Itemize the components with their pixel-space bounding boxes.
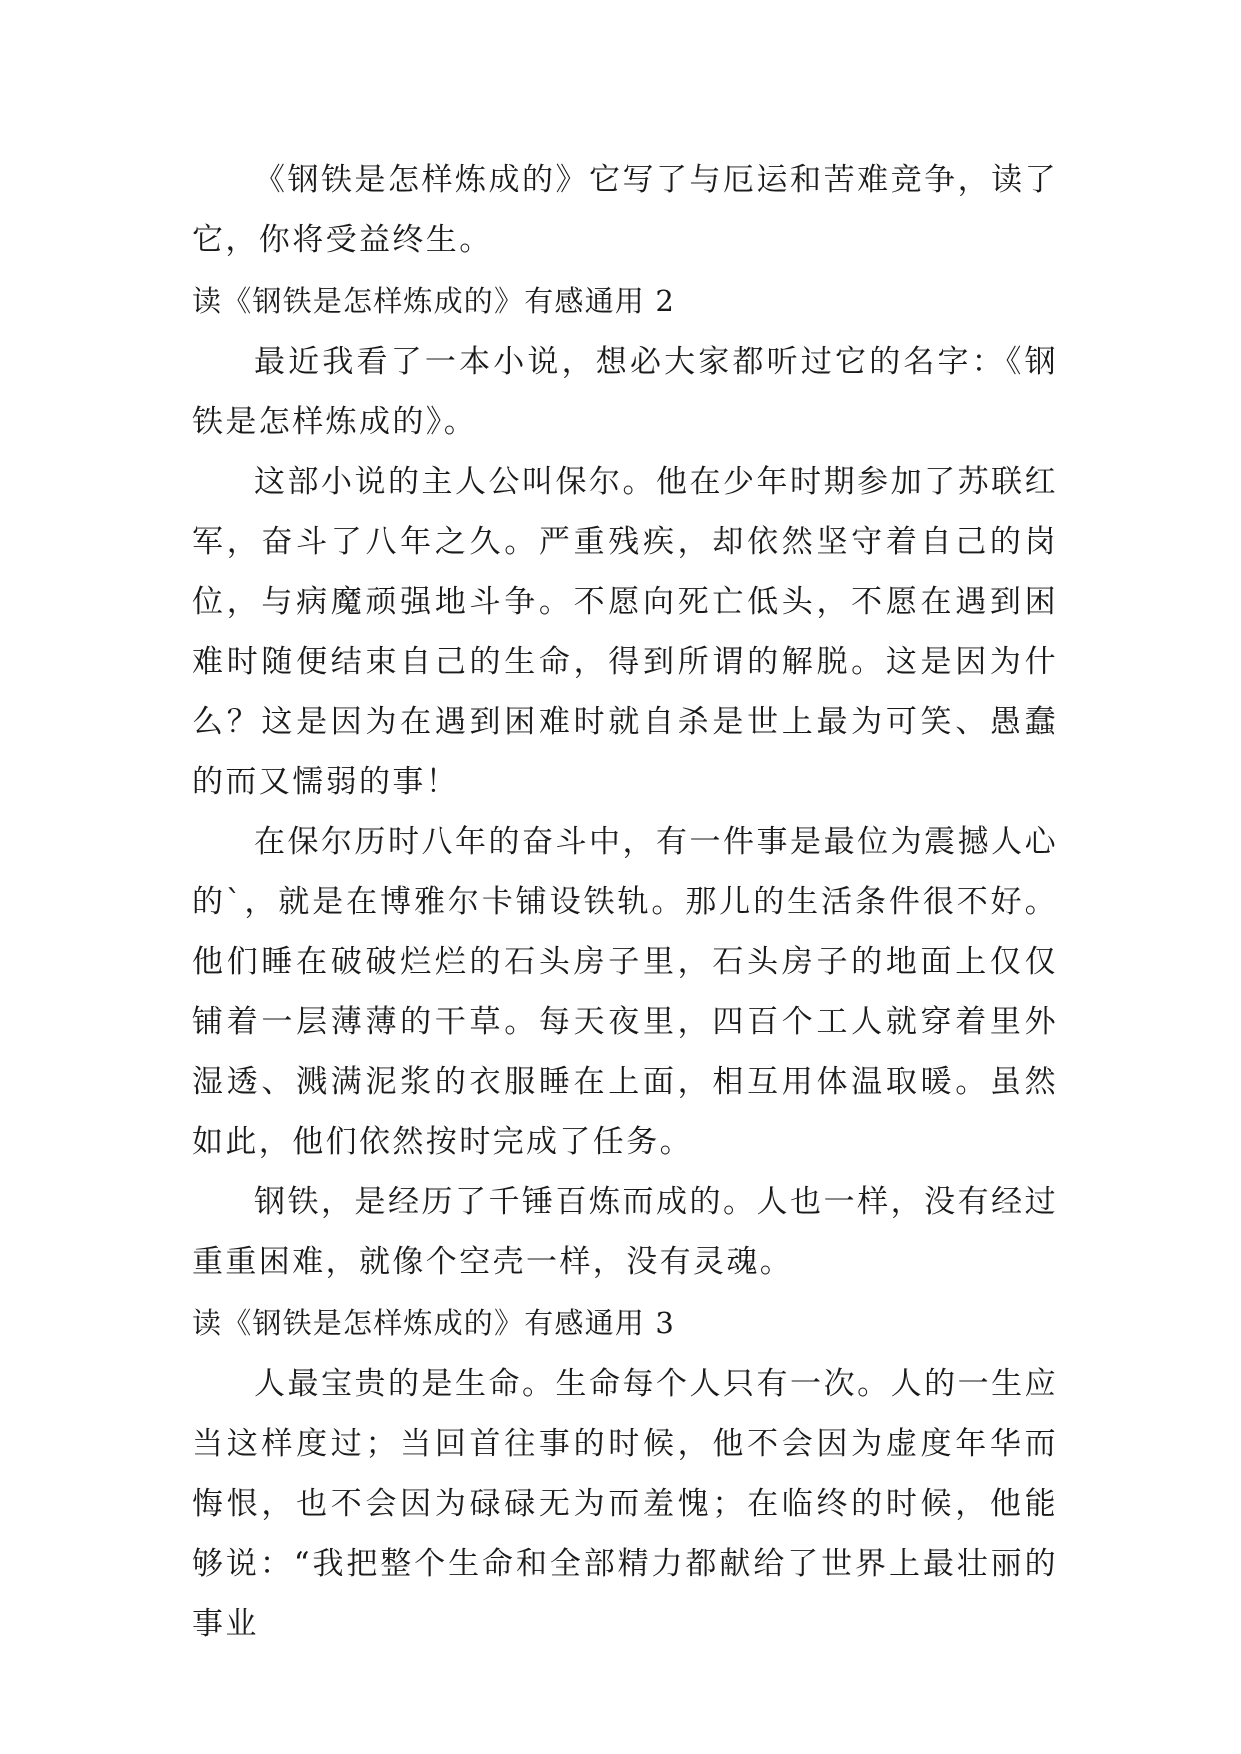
paragraph: 在保尔历时八年的奋斗中，有一件事是最位为震撼人心的`，就是在博雅尔卡铺设铁轨。那儿的生活条件很不好。他们睡在破破烂烂的石头房子里，石头房子的地面上仅仅铺着一层薄薄的干草。每天夜里，四百个工人就穿着里外湿透、溅满泥浆的衣服睡在上面，相互用体温取暖。虽然如此，他们依然按时完成了任务。: [192, 824, 1058, 1160]
paragraph: 最近我看了一本小说，想必大家都听过它的名字：《钢铁是怎样炼成的》。: [192, 344, 1058, 440]
document-body: [192, 150, 1058, 1654]
paragraph: 钢铁，是经历了千锤百炼而成的。人也一样，没有经过重重困难，就像个空壳一样，没有灵魂。: [192, 1184, 1058, 1280]
section-heading: 读《钢铁是怎样炼成的》有感通用 2: [192, 284, 676, 318]
paragraph: 《钢铁是怎样炼成的》它写了与厄运和苦难竞争，读了它，你将受益终生。: [192, 162, 1058, 258]
section-heading: 读《钢铁是怎样炼成的》有感通用 3: [192, 1306, 676, 1340]
paragraph: 人最宝贵的是生命。生命每个人只有一次。人的一生应当这样度过；当回首往事的时候，他不会因为虚度年华而悔恨，也不会因为碌碌无为而羞愧；在临终的时候，他能够说：“我把整个生命和全部精力都献给了世界上最壮丽的事业: [192, 1366, 1058, 1642]
paragraph: 这部小说的主人公叫保尔。他在少年时期参加了苏联红军，奋斗了八年之久。严重残疾，却依然坚守着自己的岗位，与病魔顽强地斗争。不愿向死亡低头，不愿在遇到困难时随便结束自己的生命，得到所谓的解脱。这是因为什么？这是因为在遇到困难时就自杀是世上最为可笑、愚蠢的而又懦弱的事！: [192, 464, 1058, 800]
